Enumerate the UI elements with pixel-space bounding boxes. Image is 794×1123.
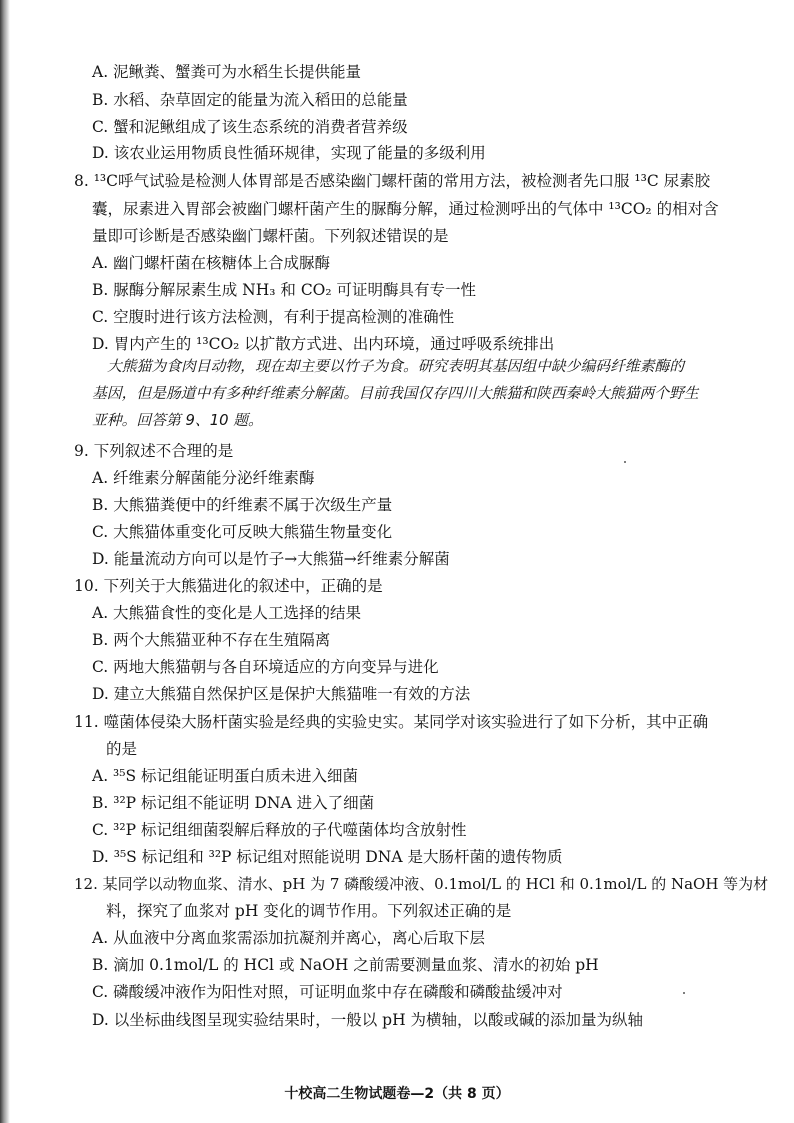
q7-option-c: C. 蟹和泥鳅组成了该生态系统的消费者营养级	[92, 118, 408, 136]
q7-option-b: B. 水稻、杂草固定的能量为流入稻田的总能量	[92, 91, 408, 109]
q12-option-c: C. 磷酸缓冲液作为阳性对照，可证明血浆中存在磷酸和磷酸盐缓冲对	[92, 983, 563, 1001]
q12-option-d: D. 以坐标曲线图呈现实验结果时，一般以 pH 为横轴，以酸或碱的添加量为纵轴	[92, 1011, 644, 1029]
q9-stem: 9. 下列叙述不合理的是	[74, 442, 234, 460]
q8-option-b: B. 脲酶分解尿素生成 NH₃ 和 CO₂ 可证明酶具有专一性	[92, 281, 477, 299]
q7-option-d: D. 该农业运用物质良性循环规律，实现了能量的多级利用	[92, 144, 486, 162]
q7-option-a: A. 泥鳅粪、蟹粪可为水稻生长提供能量	[92, 63, 362, 81]
q8-stem-line3: 量即可诊断是否感染幽门螺杆菌。下列叙述错误的是	[92, 227, 449, 245]
binding-edge-shadow	[0, 0, 10, 1123]
q10-option-d: D. 建立大熊猫自然保护区是保护大熊猫唯一有效的方法	[92, 685, 471, 703]
passage-line3: 亚种。回答第 9、10 题。	[92, 412, 263, 429]
q10-stem: 10. 下列关于大熊猫进化的叙述中，正确的是	[74, 577, 383, 595]
q10-option-b: B. 两个大熊猫亚种不存在生殖隔离	[92, 631, 331, 649]
q11-stem-line1: 11. 噬菌体侵染大肠杆菌实验是经典的实验史实。某同学对该实验进行了如下分析，其中正确	[74, 713, 709, 731]
passage-line2: 基因，但是肠道中有多种纤维素分解菌。目前我国仅存四川大熊猫和陕西秦岭大熊猫两个野生	[92, 385, 699, 402]
q9-option-c: C. 大熊猫体重变化可反映大熊猫生物量变化	[92, 523, 393, 541]
q11-option-b: B. ³²P 标记组不能证明 DNA 进入了细菌	[92, 794, 375, 812]
q10-option-a: A. 大熊猫食性的变化是人工选择的结果	[92, 604, 362, 622]
q8-stem-line2: 囊，尿素进入胃部会被幽门螺杆菌产生的脲酶分解，通过检测呼出的气体中 ¹³CO₂ 的相对含	[92, 200, 719, 218]
q8-stem-line1: 8. ¹³C呼气试验是检测人体胃部是否感染幽门螺杆菌的常用方法，被检测者先口服 ¹³C 尿素胶	[74, 172, 711, 190]
q8-option-a: A. 幽门螺杆菌在核糖体上合成脲酶	[92, 254, 331, 272]
q10-option-c: C. 两地大熊猫朝与各自环境适应的方向变异与进化	[92, 658, 439, 676]
q11-option-d: D. ³⁵S 标记组和 ³²P 标记组对照能说明 DNA 是大肠杆菌的遗传物质	[92, 848, 563, 866]
q8-option-c: C. 空腹时进行该方法检测，有利于提高检测的准确性	[92, 308, 455, 326]
q12-stem-line1: 12. 某同学以动物血浆、清水、pH 为 7 磷酸缓冲液、0.1mol/L 的 HCl 和 0.1mol/L 的 NaOH 等为材	[74, 875, 769, 893]
q12-stem-line2: 料，探究了血浆对 pH 变化的调节作用。下列叙述正确的是	[106, 902, 512, 920]
q11-option-a: A. ³⁵S 标记组能证明蛋白质未进入细菌	[92, 767, 359, 785]
q9-option-d: D. 能量流动方向可以是竹子→大熊猫→纤维素分解菌	[92, 550, 450, 568]
page-footer: 十校高二生物试题卷—2（共 8 页）	[284, 1086, 510, 1102]
q9-option-b: B. 大熊猫粪便中的纤维素不属于次级生产量	[92, 496, 393, 514]
q11-stem-line2: 的是	[106, 740, 138, 758]
q8-option-d: D. 胃内产生的 ¹³CO₂ 以扩散方式进、出内环境，通过呼吸系统排出	[92, 335, 555, 353]
scan-speck	[683, 992, 685, 994]
passage-line1: 大熊猫为食肉目动物，现在却主要以竹子为食。研究表明其基因组中缺少编码纤维素酶的	[107, 358, 685, 375]
q11-option-c: C. ³²P 标记组细菌裂解后释放的子代噬菌体均含放射性	[92, 821, 467, 839]
q9-option-a: A. 纤维素分解菌能分泌纤维素酶	[92, 469, 315, 487]
q12-option-b: B. 滴加 0.1mol/L 的 HCl 或 NaOH 之前需要测量血浆、清水的初始 pH	[92, 956, 599, 974]
q12-option-a: A. 从血液中分离血浆需添加抗凝剂并离心，离心后取下层	[92, 929, 486, 947]
scan-speck	[624, 461, 626, 463]
